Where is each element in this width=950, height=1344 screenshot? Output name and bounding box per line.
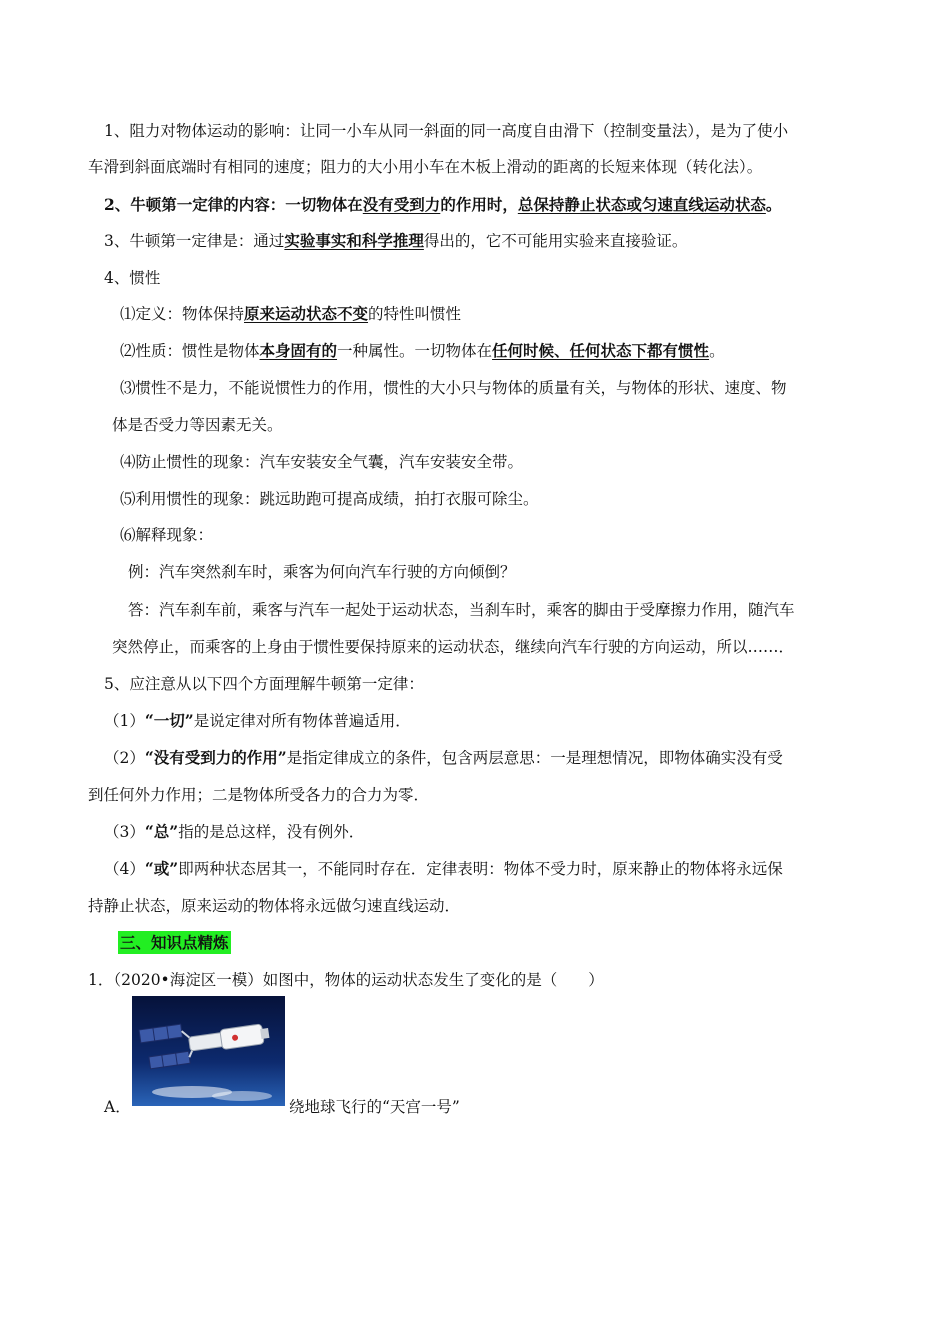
para-3-underline: 实验事实和科学推理 <box>284 231 424 250</box>
para-3 <box>104 231 687 251</box>
note-4-line-2: 持静止状态，原来运动的物体将永远做匀速直线运动． <box>88 897 461 915</box>
note-4-text: 即两种状态居其一，不能同时存在．定律表明：物体不受力时，原来静止的物体将永远保 <box>178 860 783 878</box>
para-1-line-1: 1、阻力对物体运动的影响：让同一小车从同一斜面的同一高度自由滑下（控制变量法），是为了使小 <box>104 122 789 140</box>
question-1-stem: 1．（2020•海淀区一模）如图中，物体的运动状态发生了变化的是（ ） <box>88 971 604 989</box>
note-4-keyword: “或” <box>144 859 179 878</box>
para-1-line-2: 车滑到斜面底端时有相同的速度；阻力的大小用小车在木板上滑动的距离的长短来体现（转化法）。 <box>88 158 763 176</box>
option-a-label: A． <box>104 1098 131 1116</box>
note-4-num: （4） <box>104 860 145 878</box>
note-4-line-1 <box>104 859 783 879</box>
inertia-item-4: ⑷防止惯性的现象：汽车安装安全气囊，汽车安装安全带。 <box>120 453 524 471</box>
note-3 <box>104 822 364 842</box>
para-2-text-a: 2、牛顿第一定律的内容：一切物体在 <box>104 195 363 214</box>
inertia-item-6: ⑹解释现象： <box>120 526 214 544</box>
inertia-item-3-line-2: 体是否受力等因素无关。 <box>112 416 283 434</box>
inertia-item-1 <box>120 304 461 324</box>
note-1 <box>104 711 411 731</box>
note-2-num: （2） <box>104 749 145 767</box>
inertia-item-2-underline-a: 本身固有的 <box>259 341 338 360</box>
para-4-heading: 4、惯性 <box>104 269 161 287</box>
note-2-line-1 <box>104 748 783 768</box>
para-5-heading: 5、应注意从以下四个方面理解牛顿第一定律： <box>104 675 424 693</box>
para-2-text-b: 的作用时， <box>440 195 518 214</box>
inertia-item-5: ⑸利用惯性的现象：跳远助跑可提高成绩，拍打衣服可除尘。 <box>120 490 539 508</box>
section-3-heading <box>118 933 231 953</box>
inertia-item-3-line-1: ⑶惯性不是力，不能说惯性力的作用，惯性的大小只与物体的质量有关，与物体的形状、速度、物 <box>120 379 787 397</box>
note-1-text: 是说定律对所有物体普遍适用． <box>193 712 411 730</box>
para-2-text-c: 。 <box>765 195 782 214</box>
note-1-keyword: “一切” <box>144 711 194 730</box>
note-2-line-2: 到任何外力作用；二是物体所受各力的合力为零． <box>88 786 430 804</box>
note-3-text: 指的是总这样，没有例外． <box>178 823 365 841</box>
space-station-image <box>132 996 285 1106</box>
note-2-text: 是指定律成立的条件，包含两层意思：一是理想情况，即物体确实没有受 <box>286 749 783 767</box>
inertia-item-2-underline-b: 任何时候、任何状态下都有惯性 <box>492 341 710 360</box>
inertia-item-2-a: ⑵性质：惯性是物体 <box>120 342 260 360</box>
para-3-text-a: 3、牛顿第一定律是：通过 <box>104 232 285 250</box>
inertia-item-1-underline: 原来运动状态不变 <box>244 304 369 323</box>
example-question: 例：汽车突然刹车时，乘客为何向汽车行驶的方向倾倒？ <box>128 563 516 581</box>
inertia-item-2-b: 一种属性。一切物体在 <box>337 342 493 360</box>
note-1-num: （1） <box>104 712 145 730</box>
note-2-keyword: “没有受到力的作用” <box>144 748 287 767</box>
para-3-text-b: 得出的，它不可能用实验来直接验证。 <box>423 232 688 250</box>
note-3-keyword: “总” <box>144 822 179 841</box>
section-3-title: 三、知识点精炼 <box>120 933 229 952</box>
para-2-underline-b: 总保持静止状态或匀速直线运动状态 <box>517 195 766 214</box>
inertia-item-2-c: 。 <box>709 342 725 360</box>
inertia-item-1-b: 的特性叫惯性 <box>368 305 462 323</box>
para-2 <box>104 195 781 215</box>
note-3-num: （3） <box>104 823 145 841</box>
para-2-underline-a: 没有受到力 <box>362 195 441 214</box>
option-a-text: 绕地球飞行的“天宫一号” <box>289 1098 460 1116</box>
inertia-item-1-a: ⑴定义：物体保持 <box>120 305 245 323</box>
answer-line-1: 答：汽车刹车前，乘客与汽车一起处于运动状态，当刹车时，乘客的脚由于受摩擦力作用，随汽车 <box>128 601 795 619</box>
inertia-item-2 <box>120 341 725 361</box>
answer-line-2: 突然停止，而乘客的上身由于惯性要保持原来的运动状态，继续向汽车行驶的方向运动，所以……． <box>112 638 795 656</box>
